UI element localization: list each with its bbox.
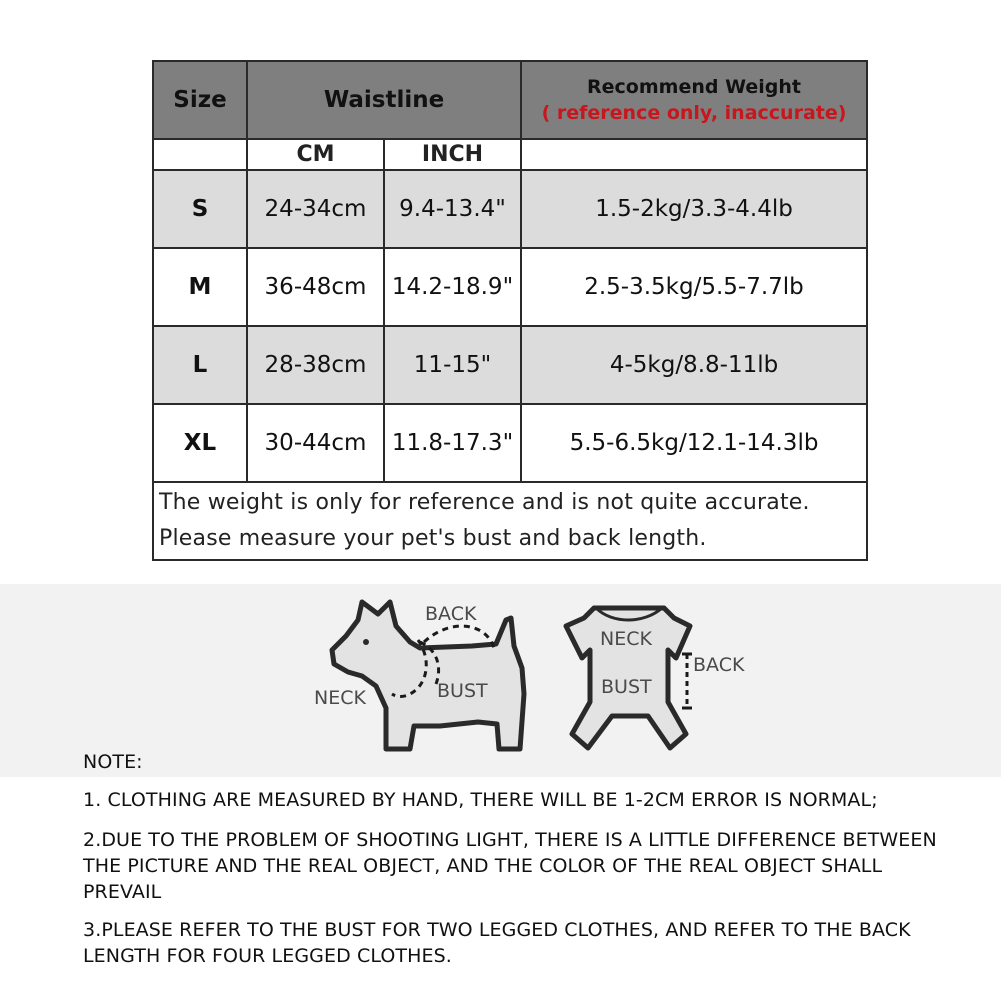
dog-eye xyxy=(363,639,369,645)
size-cell: L xyxy=(153,326,247,404)
note-item-1: 1. CLOTHING ARE MEASURED BY HAND, THERE WILL BE 1-2CM ERROR IS NORMAL; xyxy=(83,789,878,811)
inch-cell: 11-15" xyxy=(384,326,521,404)
table-row xyxy=(153,404,867,482)
header-row xyxy=(153,61,867,139)
cm-cell: 28-38cm xyxy=(247,326,384,404)
recommend-weight-title: Recommend Weight xyxy=(587,76,801,98)
garment-bust-label: BUST xyxy=(601,676,652,698)
size-cell: XL xyxy=(153,404,247,482)
subheader-empty-weight xyxy=(521,139,867,170)
size-chart-table xyxy=(152,60,868,561)
size-cell: M xyxy=(153,248,247,326)
notes-heading: NOTE: xyxy=(83,751,143,773)
dog-neck-label: NECK xyxy=(314,687,366,709)
subheader-inch: INCH xyxy=(384,139,521,170)
subheader-row xyxy=(153,139,867,170)
subheader-empty xyxy=(153,139,247,170)
inch-cell: 11.8-17.3" xyxy=(384,404,521,482)
dog-back-label: BACK xyxy=(425,603,477,625)
footnote-line-1: The weight is only for reference and is not quite accurate. xyxy=(159,490,810,515)
size-cell: S xyxy=(153,170,247,248)
cm-cell: 36-48cm xyxy=(247,248,384,326)
table-row xyxy=(153,170,867,248)
footnote-row xyxy=(153,482,867,560)
inch-cell: 14.2-18.9" xyxy=(384,248,521,326)
header-size: Size xyxy=(153,61,247,139)
table-row xyxy=(153,248,867,326)
table-row xyxy=(153,326,867,404)
subheader-cm: CM xyxy=(247,139,384,170)
weight-cell: 4-5kg/8.8-11lb xyxy=(521,326,867,404)
header-waistline: Waistline xyxy=(247,61,521,139)
cm-cell: 24-34cm xyxy=(247,170,384,248)
cm-cell: 30-44cm xyxy=(247,404,384,482)
note-item-2: 2.DUE TO THE PROBLEM OF SHOOTING LIGHT, THERE IS A LITTLE DIFFERENCE BETWEEN THE PICTURE AND THE REAL OBJECT, AND THE COLOR OF THE REAL OBJECT SHALL PREVAIL xyxy=(83,829,937,903)
weight-cell: 2.5-3.5kg/5.5-7.7lb xyxy=(521,248,867,326)
footnote-line-2: Please measure your pet's bust and back length. xyxy=(159,526,707,551)
weight-cell: 1.5-2kg/3.3-4.4lb xyxy=(521,170,867,248)
inch-cell: 9.4-13.4" xyxy=(384,170,521,248)
garment-back-label: BACK xyxy=(693,654,745,676)
garment-neck-label: NECK xyxy=(600,628,652,650)
recommend-weight-note: ( reference only, inaccurate) xyxy=(541,102,847,124)
note-item-3: 3.PLEASE REFER TO THE BUST FOR TWO LEGGED CLOTHES, AND REFER TO THE BACK LENGTH FOR FOUR LEGGED CLOTHES. xyxy=(83,919,911,967)
header-recommend-weight xyxy=(521,61,867,139)
footnote-cell xyxy=(153,482,867,560)
weight-cell: 5.5-6.5kg/12.1-14.3lb xyxy=(521,404,867,482)
dog-bust-label: BUST xyxy=(437,680,488,702)
